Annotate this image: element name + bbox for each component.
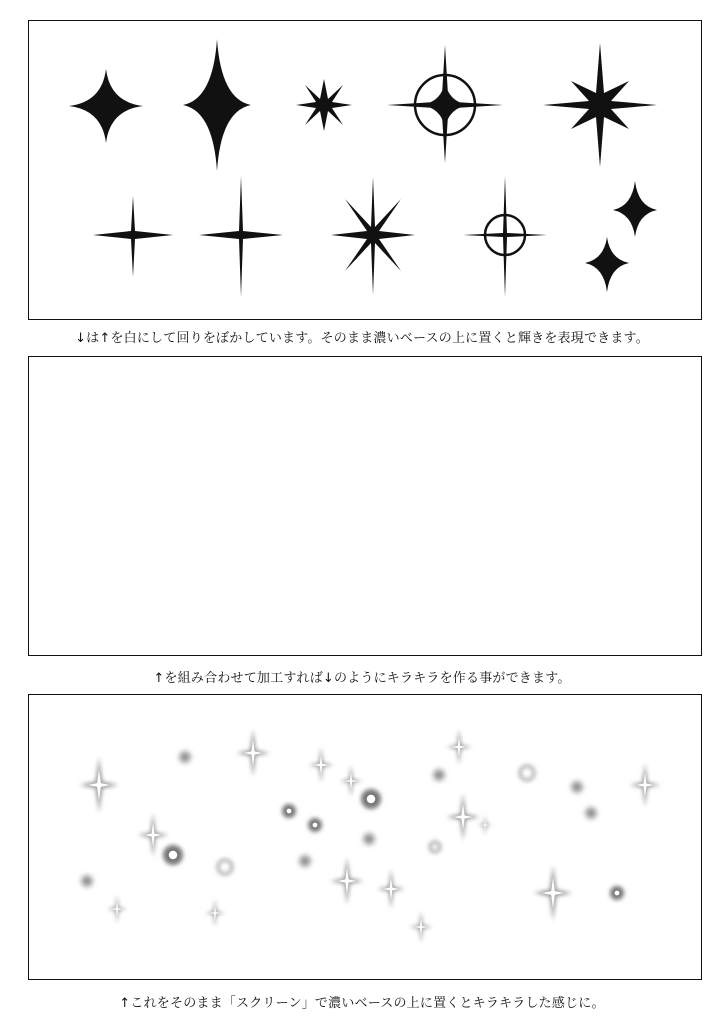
glow-sparkle-core-icon — [345, 772, 357, 790]
crosshair-ring-icon — [463, 176, 547, 297]
sparkle-4pt-tall-icon — [183, 39, 251, 171]
glow-sparkle-core-icon — [637, 773, 654, 797]
white-sparkles-panel — [28, 356, 702, 656]
glow-ring-icon — [218, 860, 232, 874]
glow-sparkle-core-icon — [338, 868, 356, 894]
glow-sparkle-core-icon — [244, 740, 262, 766]
sparkle-4pt-icon — [69, 69, 143, 143]
glow-sparkle-core-icon — [383, 878, 398, 900]
glow-ring-icon — [430, 842, 440, 852]
caption-bottom: ↑これをそのまま「スクリーン」で濃いベースの上に置くとキラキラした感じに。 — [119, 996, 605, 1011]
glow-sparkle-core-icon — [210, 905, 221, 920]
glow-dot-core-icon — [615, 891, 620, 896]
glow-sparkle-core-icon — [454, 804, 472, 830]
glow-sparkle-core-icon — [314, 755, 328, 775]
sparkle-twin-icon — [585, 181, 657, 292]
sparkle-shapes-panel — [28, 20, 702, 320]
sparkle-8pt-large-icon — [543, 43, 657, 167]
glitter-example-panel — [28, 694, 702, 980]
glow-sparkle-core-icon — [452, 737, 466, 757]
asterisk-star-icon — [331, 177, 415, 295]
glow-sparkle-core-icon — [415, 918, 427, 936]
glow-ring-icon — [520, 766, 534, 780]
glow-sparkle-core-icon — [88, 770, 110, 801]
glitter-canvas — [29, 695, 703, 981]
sparkle-8pt-small-icon — [296, 79, 352, 131]
glow-sparkle-core-icon — [481, 820, 489, 831]
sparkle-ringed-icon — [387, 45, 503, 163]
glow-sparkle-core-icon — [145, 823, 162, 847]
caption-middle: ↑を組み合わせて加工すれば↓のようにキラキラを作る事ができます。 — [153, 671, 571, 686]
glow-sparkle-core-icon — [112, 901, 123, 916]
glow-dot-core-icon — [287, 809, 292, 814]
caption-top: ↓は↑を白にして回りをぼかしています。そのまま濃いベースの上に置くと輝きを表現できます。 — [75, 331, 649, 346]
glow-sparkle-core-icon — [542, 878, 564, 909]
cross-thin-tall-icon — [199, 176, 283, 297]
glow-dot-core-icon — [169, 851, 177, 859]
glow-dot-core-icon — [367, 795, 375, 803]
cross-thin-icon — [93, 196, 173, 277]
glow-dot-core-icon — [313, 823, 318, 828]
